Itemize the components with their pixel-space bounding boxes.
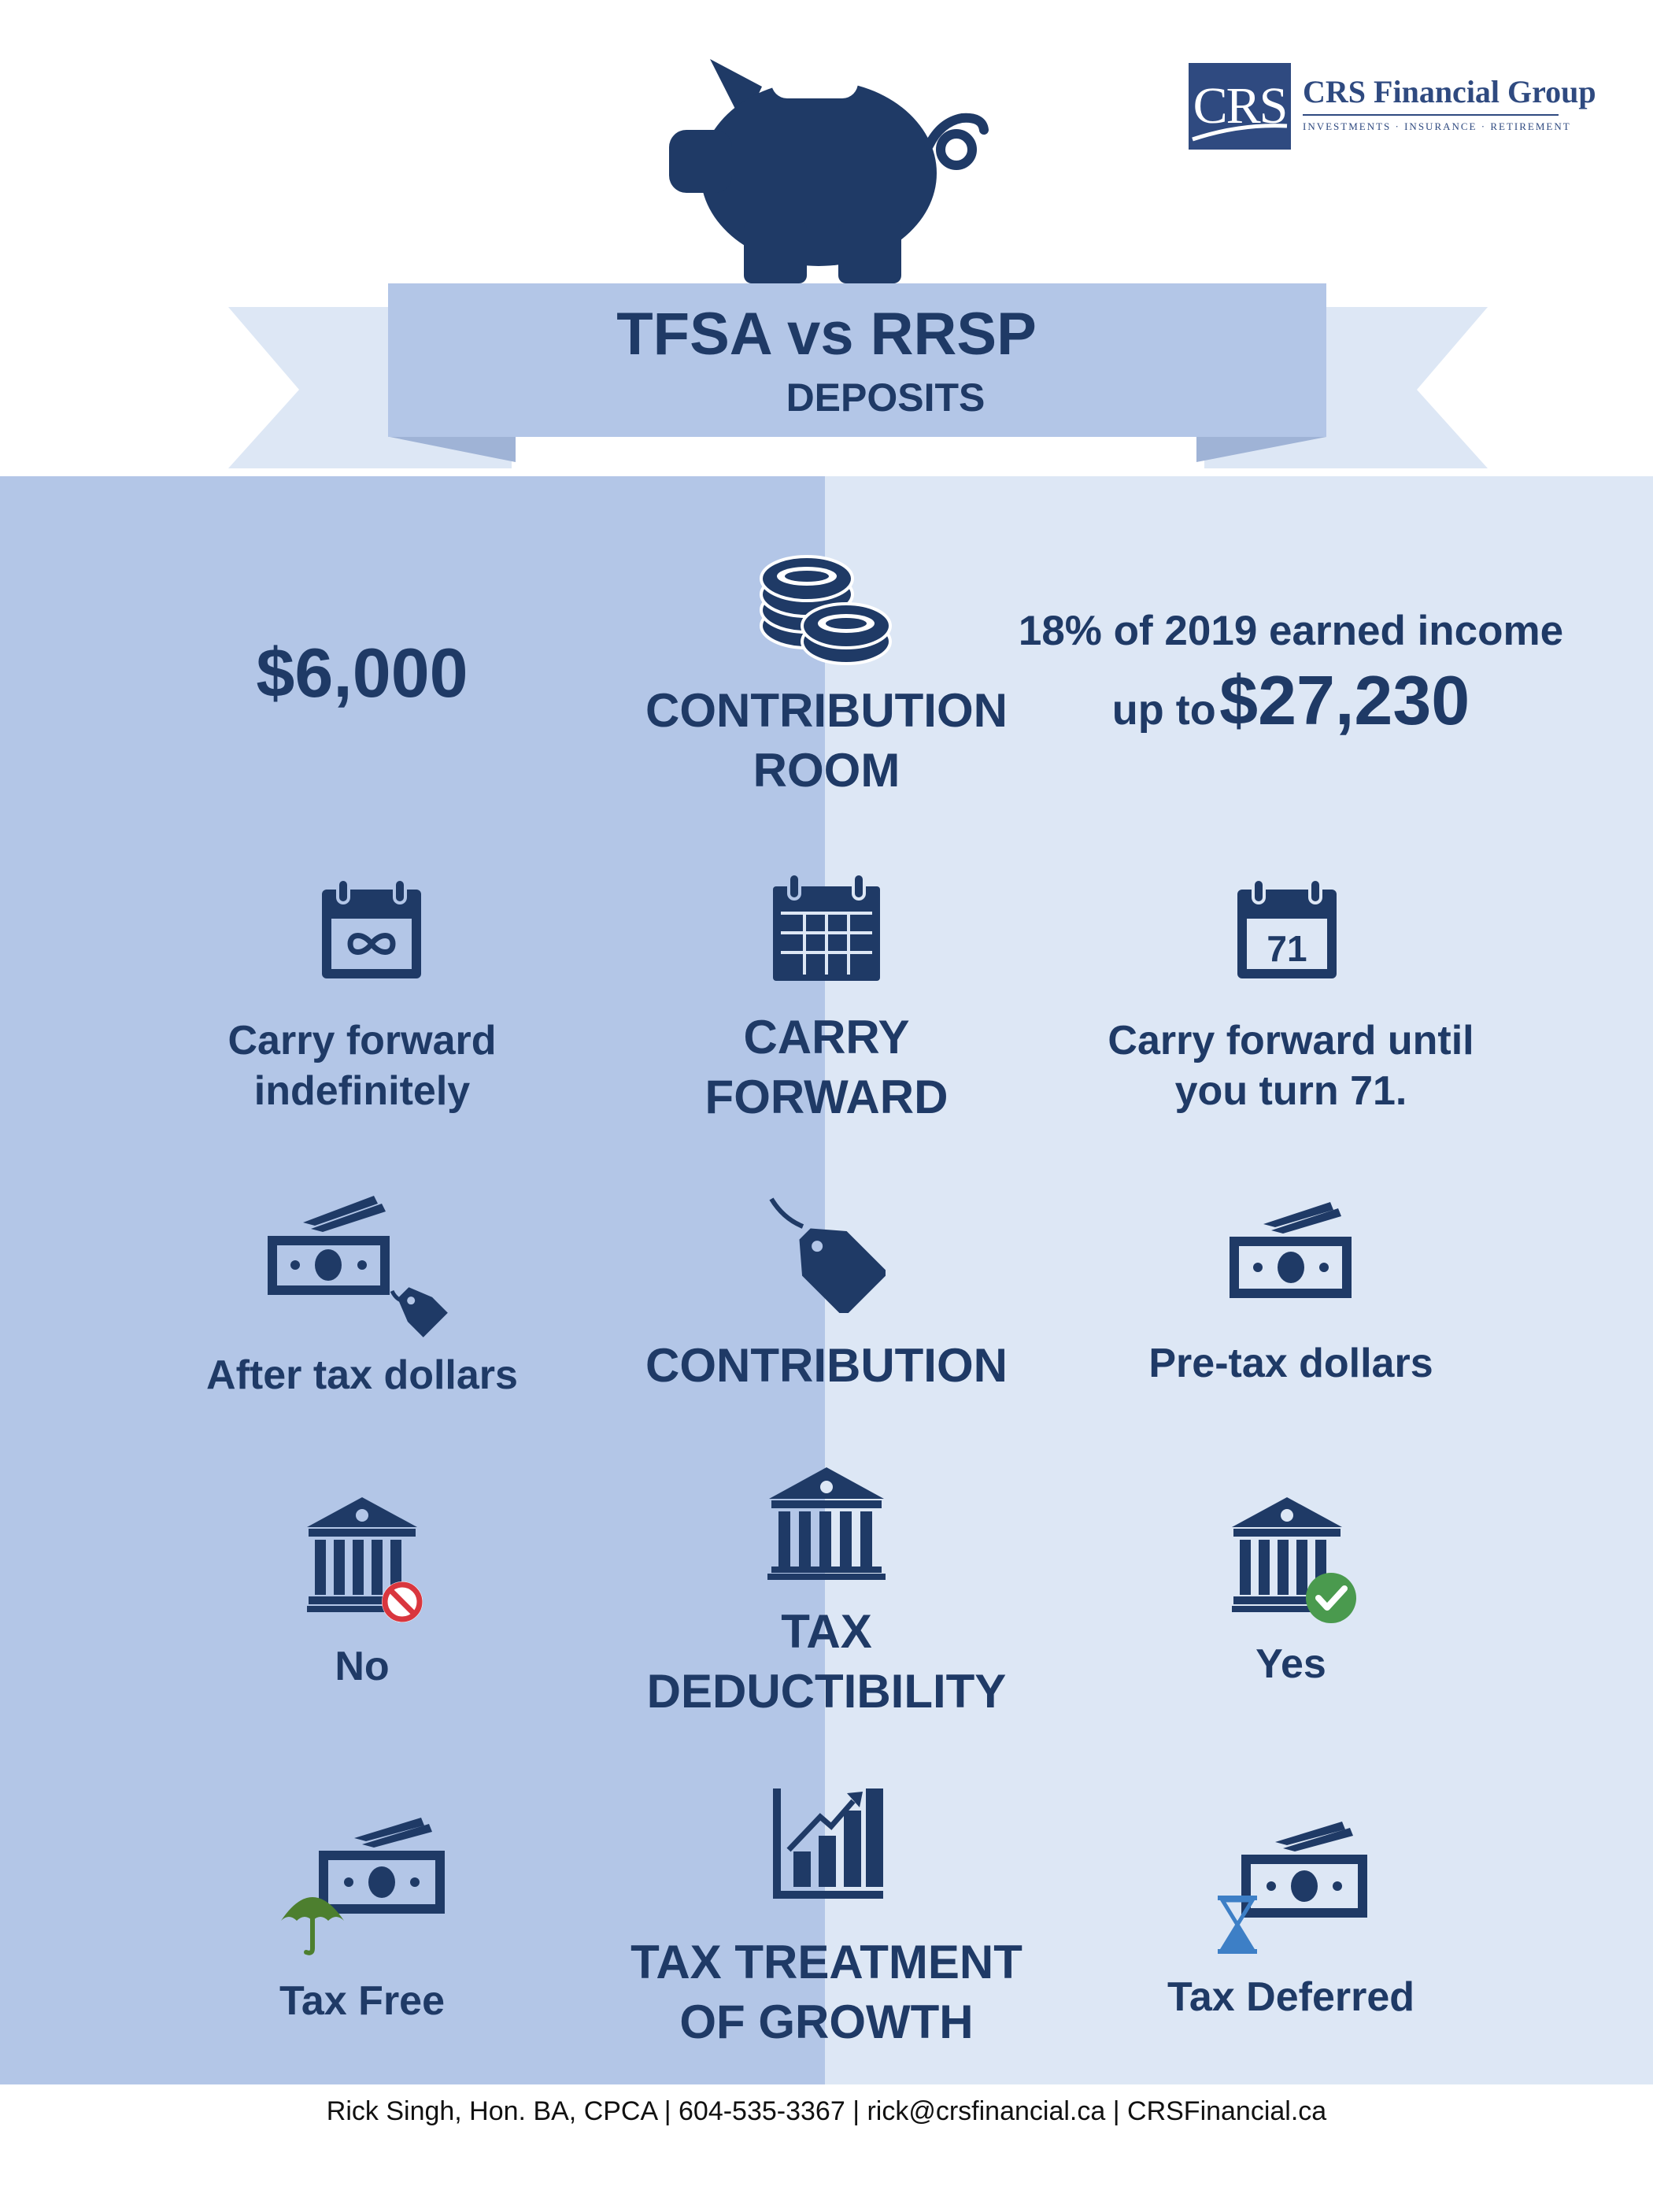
value-line: Carry forward until <box>1108 1018 1474 1063</box>
row-label-line: TAX <box>781 1605 872 1658</box>
company-name: CRS Financial Group <box>1303 74 1596 109</box>
value-line: you turn 71. <box>1174 1068 1407 1114</box>
rrsp-limit-prefix: up to <box>1111 686 1216 734</box>
piggy-bank-icon <box>669 39 992 283</box>
bank-icon <box>767 1466 886 1580</box>
tfsa-contribution-type: After tax dollars <box>206 1352 518 1398</box>
money-hourglass-icon <box>1216 1818 1370 1956</box>
page-subtitle: DEPOSITS <box>786 375 986 420</box>
rrsp-limit-amount: $27,230 <box>1219 661 1470 739</box>
calendar-grid-icon <box>771 872 882 982</box>
value-line: indefinitely <box>253 1068 471 1114</box>
row-label-tax-treatment-growth <box>590 1933 1063 2052</box>
rrsp-carry-forward <box>1039 1015 1543 1116</box>
logo-swoosh-icon <box>1189 120 1291 143</box>
row-label-line: CARRY <box>743 1011 910 1063</box>
tfsa-contribution-amount: $6,000 <box>256 634 468 712</box>
row-label-contribution-room <box>590 681 1063 801</box>
calendar-number: 71 <box>1267 928 1307 969</box>
tfsa-tax-deductible: No <box>335 1644 390 1689</box>
money-umbrella-icon <box>279 1814 449 1956</box>
tfsa-growth-treatment: Tax Free <box>279 1978 446 2024</box>
row-label-carry-forward <box>590 1008 1063 1127</box>
row-label-line: ROOM <box>753 744 900 797</box>
logo-divider <box>1303 114 1559 116</box>
logo-mark-text: CRS <box>1193 77 1287 135</box>
row-label-contribution: CONTRIBUTION <box>645 1339 1008 1392</box>
page-title: TFSA vs RRSP <box>616 301 1037 368</box>
row-label-line: TAX TREATMENT <box>631 1936 1022 1988</box>
row-label-line: CONTRIBUTION <box>645 684 1008 737</box>
rrsp-contribution-type: Pre-tax dollars <box>1148 1341 1433 1386</box>
row-label-line: FORWARD <box>704 1071 949 1123</box>
tfsa-carry-forward <box>142 1015 582 1116</box>
calendar-infinity-icon <box>320 878 423 980</box>
rrsp-contribution-limit <box>1023 661 1559 760</box>
rrsp-tax-deductible: Yes <box>1255 1641 1326 1687</box>
rrsp-growth-treatment: Tax Deferred <box>1167 1974 1415 2020</box>
rrsp-contribution-rule: 18% of 2019 earned income <box>1018 608 1564 654</box>
row-label-line: DEDUCTIBILITY <box>646 1665 1007 1718</box>
footer-contact: Rick Singh, Hon. BA, CPCA | 604-535-3367 | rick@crsfinancial.ca | CRSFinancial.ca <box>326 2096 1327 2126</box>
calendar-71-icon <box>1236 878 1338 980</box>
coins-icon <box>760 551 893 665</box>
crs-logo-mark <box>1189 63 1291 150</box>
bank-no-icon <box>307 1496 433 1626</box>
money-tag-icon <box>268 1193 460 1342</box>
money-icon <box>1228 1200 1354 1299</box>
bank-check-icon <box>1232 1496 1362 1626</box>
price-tag-icon <box>767 1195 886 1313</box>
row-label-line: OF GROWTH <box>679 1996 974 2048</box>
row-label-tax-deductibility <box>590 1602 1063 1722</box>
growth-chart-icon <box>771 1787 886 1901</box>
company-tagline: INVESTMENTS · INSURANCE · RETIREMENT <box>1303 120 1571 132</box>
value-line: Carry forward <box>227 1018 497 1063</box>
